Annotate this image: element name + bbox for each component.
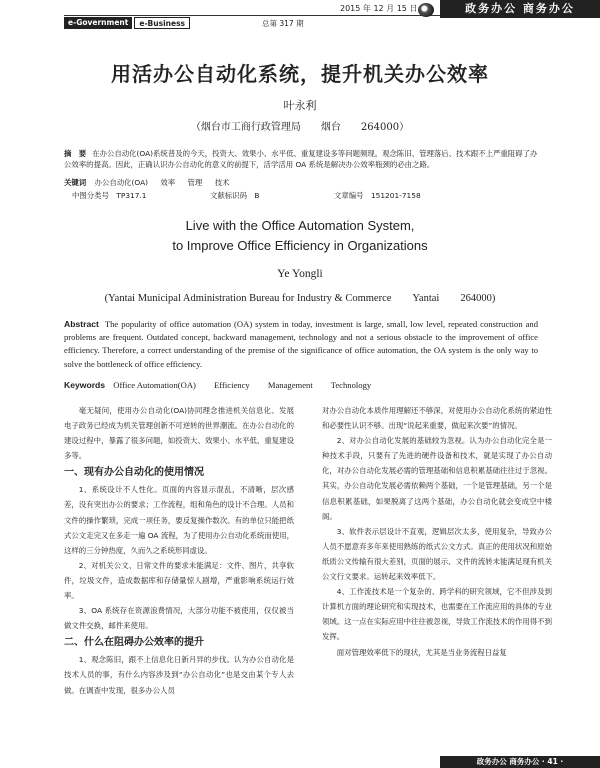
keyword-cn: 办公自动化(OA) (94, 178, 149, 187)
abstract-cn-text: 在办公自动化(OA)系统普及的今天，投资大、效果小、水平低、重复建设多等问题频现。观念陈旧、管理落后、技术跟不上严重阻碍了办公效率的提高。因此，正确认识办公自动化的意义的前提下，活学活用 OA 系统是解决办公效率瓶颈的必由之路。 (64, 149, 538, 169)
keywords-cn-label: 关键词 (64, 178, 87, 187)
abstract-cn-label: 摘 要 (64, 149, 87, 158)
keywords-en-label: Keywords (64, 380, 106, 390)
paragraph: 2、对办公自动化发展的基础较为忽视。认为办公自动化完全是一种技术手段，只要有了先进的硬件设备和技术，就是实现了办公自动化，对办公自动化发展必需的管理基础和信息积累基础往往过于忽视。其实，办公自动化发展必需依赖两个基础，一个是管理基础，另一个是信息积累基础，如果脱离了这两个基础，办公自动化就会变成空中楼阁。 (322, 436, 552, 521)
keyword-cn: 管理 (187, 178, 203, 187)
column-title: 政务办公 商务办公 (440, 0, 600, 18)
tag-egovernment: e-Government (64, 17, 132, 29)
keyword-en: Efficiency (214, 380, 250, 390)
keywords-cn (64, 177, 538, 188)
clc-number: 中图分类号 TP317.1 (72, 191, 147, 200)
keyword-cn: 效率 (160, 178, 176, 187)
page-header (0, 0, 600, 36)
paragraph: 1、系统设计不人性化。页面的内容显示混乱，不清晰，层次感差，没有突出办公的要求；工作流程，组和角色的设计不合理。人员和文件的操作繁琐，完成一项任务，要反复操作数次。有的单位只能把纸式公文走完又在多走一遍 OA 流程，为了使用办公自动化系统而使用，这样的三分钟热度，久而久之系统形同虚设。 (64, 485, 294, 555)
abstract-en (64, 318, 538, 371)
section-heading: 一、现有办公自动化的使用情况 (64, 467, 204, 479)
affiliation-cn: （烟台市工商行政管理局 烟台 264000） (190, 122, 410, 133)
author-en: Ye Yongli (277, 268, 323, 280)
document-code: 文献标识码 B (210, 191, 260, 200)
page-footer: 政务办公 商务办公 · 41 · (440, 756, 600, 768)
keyword-en: Technology (330, 380, 372, 390)
issue-number: 总第 317 期 (262, 19, 304, 28)
paragraph: 毫无疑问，使用办公自动化(OA)协同理念推进机关信息化、发展电子政务已经成为机关管理创新不可逆转的世界潮流。在办公自动化的建设过程中，暴露了很多问题，如投资大、效果小、水平低、重复建设多等。 (64, 406, 294, 461)
article-title-en (0, 216, 600, 256)
title-en-line2: to Improve Office Efficiency in Organizations (172, 238, 428, 253)
abstract-en-text: The popularity of office automation (OA) system in today, investment is large, small, low level, repeated construction and problems are frequent. Outdated concept, backward management, technology and not a serious obstacle to the improvement of office efficiency. Therefore, a correct understanding of the premise of the significance of office automation, the OA system is the only way to solve the bottleneck of office efficiency. (64, 319, 538, 369)
paragraph: 3、软件表示层设计不直观，逻辑层次太多，使用复杂，导致办公人员不愿意弃多年来使用熟练的纸式公文方式。真正的使用状况和原始纸质公文传输有很大差别，页面的展示、文件的流转未能满足现有机关公文行文要求。运转起来效率低下。 (322, 526, 552, 582)
section-tags (64, 17, 190, 29)
keyword-en: Management (267, 380, 313, 390)
paragraph: 3、OA 系统存在资源浪费情况，大部分功能不被使用，仅仅被当做文件交换，邮件来使用。 (64, 606, 294, 631)
tag-ebusiness: e-Business (134, 17, 190, 29)
article-title-cn: 用活办公自动化系统，提升机关办公效率 (111, 62, 489, 86)
paragraph: 2、对机关公文、日常文件的要求未能满足：文件、图片，共享软件，垃圾文件，造成数据库和存储量惊人剧增，严重影响系统运行效率。 (64, 560, 294, 601)
issue-date: 2015 年 12 月 15 日 (340, 4, 418, 13)
paragraph: 面对管理效率低下的现状，尤其是当业务流程日益复 (336, 647, 507, 657)
body-column-left (64, 403, 294, 698)
section-heading: 二、什么在阻碍办公效率的提升 (64, 637, 204, 649)
abstract-en-label: Abstract (64, 319, 99, 329)
keyword-cn: 技术 (214, 178, 230, 187)
abstract-cn (64, 148, 538, 170)
globe-icon (418, 3, 434, 17)
paragraph: 4、工作流技术是一个复杂的、跨学科的研究领域，它不但涉及到计算机方面的理论研究和实现技术，也需要在工作流应用的具体的专业领域。这一点在实际应用中往往被忽视，导致工作流技术的作用得不到发挥。 (322, 587, 552, 642)
article-number: 文章编号 151201-7158 (334, 191, 421, 200)
paragraph: 1、观念陈旧，跟不上信息化日新月异的步伐。认为办公自动化是技术人员的事，有什么内容涉及到“办公自动化”也是交由某个专人去做。在调查中发现，很多办公人员 (64, 655, 294, 695)
keywords-en (64, 380, 538, 390)
body-column-right (322, 403, 552, 660)
title-en-line1: Live with the Office Automation System, (185, 218, 415, 233)
paragraph: 对办公自动化本质作用理解还不够深，对使用办公自动化系统的紧迫性和必要性认识不够。出现“说起来重要，做起来次要”的情况。 (322, 406, 552, 431)
affiliation-en: (Yantai Municipal Administration Bureau for Industry & Commerce Yantai 264000) (104, 293, 496, 304)
author-cn: 叶永利 (283, 99, 317, 112)
keyword-en: Office Automation(OA) (113, 380, 196, 390)
